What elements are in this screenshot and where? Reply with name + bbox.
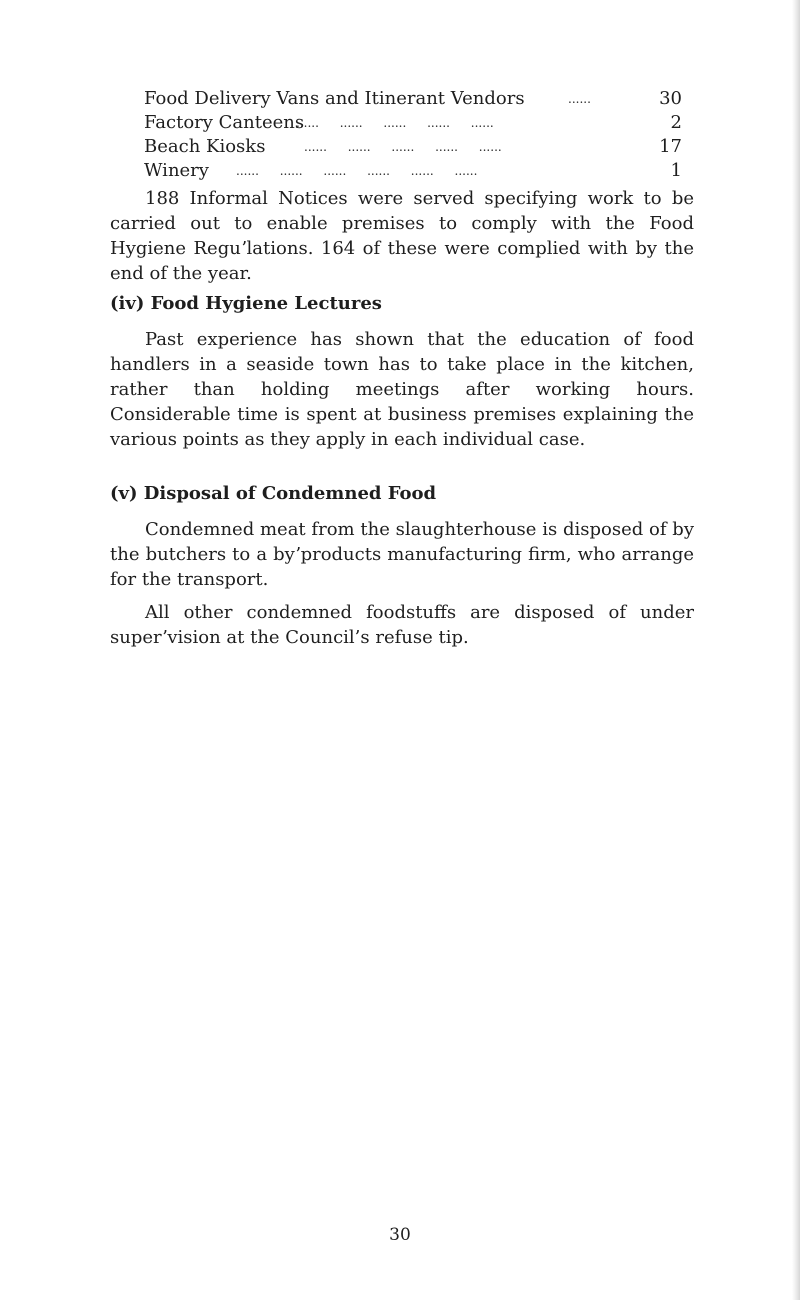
tally-leader-dots: ...... bbox=[568, 92, 591, 106]
notices-paragraph: 188 Informal Notices were served specifying work to be carried out to enable premises to comply with the Food Hygiene Reguʼlations. 164 of these were complied with by the end of the year. bbox=[110, 188, 694, 284]
lectures-paragraph: Past experience has shown that the education of food handlers in a seaside town has to take place in the kitchen, rather than holding meetings after working hours. Considerable time is spent at business premises explaining the various points as they apply in each individual case. bbox=[110, 329, 694, 450]
tally-label: Factory Canteens bbox=[144, 112, 305, 133]
tally-label: Beach Kiosks bbox=[144, 136, 266, 157]
page-number: 30 bbox=[389, 1225, 411, 1245]
tally-row bbox=[144, 87, 682, 111]
tally-leader-dots: ...... ...... ...... ...... ...... bbox=[304, 140, 502, 154]
tally-count: 2 bbox=[670, 112, 682, 133]
tally-leader-dots: ...... ...... ...... ...... ...... bbox=[296, 116, 494, 130]
condemned-meat-paragraph: Condemned meat from the slaughterhouse is disposed of by the butchers to a byʼproducts manufacturing firm, who arrange for the transport. bbox=[110, 519, 694, 590]
condemned-foodstuffs-paragraph: All other condemned foodstuffs are disposed of under superʼvision at the Council’s refuse tip. bbox=[110, 602, 694, 648]
tally-label: Winery bbox=[144, 160, 209, 181]
tally-count: 17 bbox=[659, 136, 682, 157]
tally-row bbox=[144, 111, 682, 135]
tally-count: 30 bbox=[659, 88, 682, 109]
tally-row bbox=[144, 159, 682, 183]
page-edge-shadow bbox=[792, 0, 800, 1300]
tally-label: Food Delivery Vans and Itinerant Vendors bbox=[144, 88, 525, 109]
premises-tally-list bbox=[144, 87, 682, 183]
section-heading-food-hygiene-lectures: (iv) Food Hygiene Lectures bbox=[110, 293, 382, 314]
section-heading-disposal-condemned-food: (v) Disposal of Condemned Food bbox=[110, 483, 437, 504]
tally-row bbox=[144, 135, 682, 159]
tally-leader-dots: ...... ...... ...... ...... ...... ...... bbox=[236, 164, 478, 178]
tally-count: 1 bbox=[670, 160, 682, 181]
